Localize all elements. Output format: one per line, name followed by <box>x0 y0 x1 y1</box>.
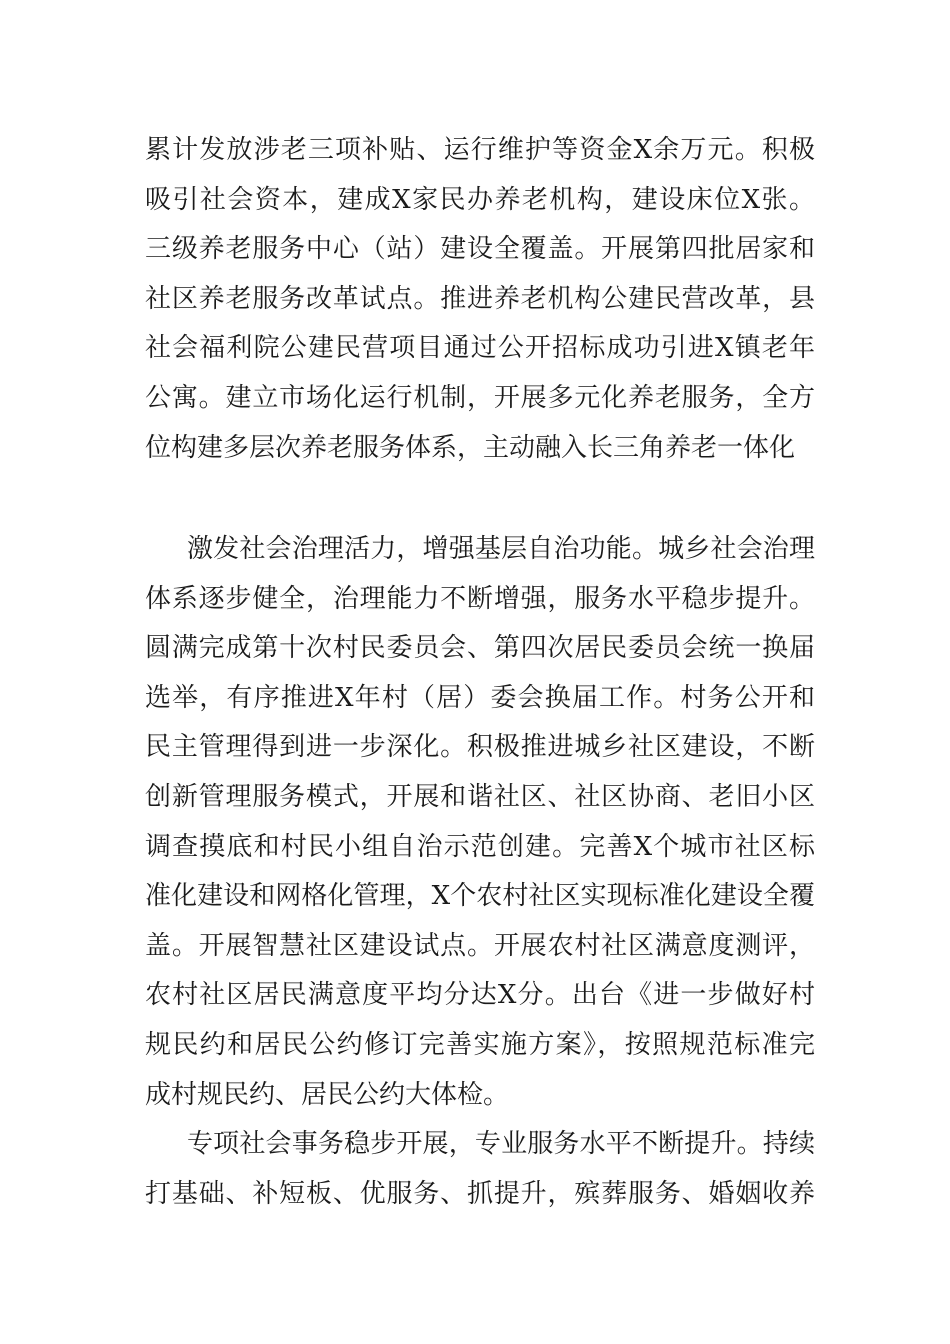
paragraph-social-governance <box>145 525 815 1120</box>
text-line: 民主管理得到进一步深化。积极推进城乡社区建设，不断 <box>145 732 815 763</box>
text-line: 三级养老服务中心（站）建设全覆盖。开展第四批居家和 <box>145 234 815 265</box>
text-line: 规民约和居民公约修订完善实施方案》，按照规范标准完 <box>145 1029 815 1060</box>
text-line: 农村社区居民满意度平均分达X分。出台《进一步做好村 <box>145 980 815 1011</box>
text-line: 社会福利院公建民营项目通过公开招标成功引进X镇老年 <box>145 333 815 364</box>
text-line: 吸引社会资本，建成X家民办养老机构，建设床位X张。 <box>145 184 815 215</box>
text-line: 激发社会治理活力，增强基层自治功能。城乡社会治理 <box>187 534 815 564</box>
text-line: 专项社会事务稳步开展，专业服务水平不断提升。持续 <box>187 1129 815 1159</box>
text-line: 盖。开展智慧社区建设试点。开展农村社区满意度测评， <box>145 930 815 961</box>
text-line: 圆满完成第十次村民委员会、第四次居民委员会统一换届 <box>145 633 815 664</box>
text-line: 打基础、补短板、优服务、抓提升，殡葬服务、婚姻收养 <box>145 1178 815 1209</box>
text-line: 累计发放涉老三项补贴、运行维护等资金X余万元。积极 <box>145 135 815 165</box>
text-line: 选举，有序推进X年村（居）委会换届工作。村务公开和 <box>145 682 815 713</box>
text-line: 创新管理服务模式，开展和谐社区、社区协商、老旧小区 <box>145 781 815 812</box>
text-line: 公寓。建立市场化运行机制，开展多元化养老服务，全方 <box>145 382 815 413</box>
text-line: 位构建多层次养老服务体系，主动融入长三角养老一体化 <box>145 432 796 463</box>
text-line: 社区养老服务改革试点。推进养老机构公建民营改革，县 <box>145 283 815 314</box>
text-line: 准化建设和网格化管理，X个农村社区实现标准化建设全覆 <box>145 881 815 912</box>
text-line: 成村规民约、居民公约大体检。 <box>145 1079 510 1110</box>
paragraph-elderly-services <box>145 126 815 473</box>
paragraph-special-affairs <box>145 1120 815 1219</box>
text-line: 调查摸底和村民小组自治示范创建。完善X个城市社区标 <box>145 831 815 862</box>
text-line: 体系逐步健全，治理能力不断增强，服务水平稳步提升。 <box>145 583 815 614</box>
